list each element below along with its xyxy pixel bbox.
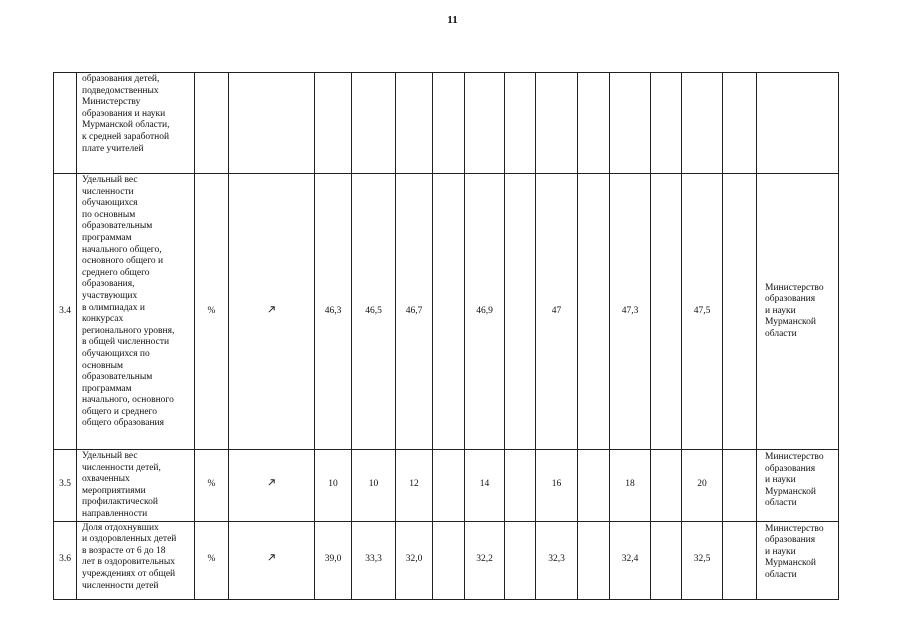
value-cell [536,73,578,174]
value-cell [610,450,651,522]
value-cell [352,73,396,174]
value-cell [505,73,536,174]
increase-arrow-icon [267,553,276,562]
indicator-name-line: лет в оздоровительных [82,557,175,568]
value-text: 47,3 [621,305,639,316]
indicator-name-line: и оздоровленных детей [82,534,177,545]
value-cell [433,521,465,599]
value-cell [396,521,433,599]
indicator-name-line: конкурсах [82,314,124,325]
value-cell [682,73,723,174]
value-text: 32,0 [405,554,423,565]
value-cell [723,521,757,599]
indicator-name-line: образования детей, [82,74,160,84]
indicator-name-line: численности [82,186,134,197]
trend-cell [229,521,315,599]
indicator-name-line: Мурманской области, [82,120,170,131]
indicator-name-line: образовательным [82,221,153,232]
value-text: 32,5 [693,554,711,565]
indicator-name-line: Удельный вес [82,175,138,185]
value-text: 32,4 [621,554,639,565]
responsible-line: области [765,569,797,580]
indicator-name [77,450,195,522]
value-cell [536,521,578,599]
value-cell [315,73,352,174]
indicator-name-line: в общей численности [82,337,170,348]
value-cell [433,450,465,522]
indicator-name-line: обучающихся по [82,348,150,359]
page-number: 11 [447,14,458,26]
indicator-name-line: в олимпиадах и [82,302,145,313]
indicator-name-line: основным [82,360,124,371]
value-cell [505,450,536,522]
value-cell [651,521,682,599]
indicator-name [77,521,195,599]
responsible-line: образования [765,535,816,546]
responsible-line: области [765,498,797,509]
value-cell [651,450,682,522]
indicator-name-line: Доля отдохнувших [82,522,159,533]
indicator-name-line: численности детей, [82,462,161,473]
value-text: 39,0 [324,554,342,565]
value-text: 16 [551,479,562,490]
responsible-line: Мурманской [765,486,816,497]
indicator-name-line: среднего общего [82,267,150,278]
table-row [54,174,839,450]
value-cell [578,174,610,450]
increase-arrow-icon [267,305,276,314]
indicator-name-line: Министерству [82,97,141,108]
unit-cell: % [195,521,229,599]
value-text: 12 [409,479,419,490]
indicator-name-line: образования и науки [82,108,166,119]
indicator-name [77,73,195,174]
indicator-name-line: в возрасте от 6 до 18 [82,545,166,556]
value-text: 47 [551,305,562,316]
value-cell [536,450,578,522]
row-number: 3.6 [54,521,77,599]
value-cell [352,174,396,450]
value-cell [505,174,536,450]
value-text: 46,9 [476,305,493,316]
value-cell [723,450,757,522]
value-text: 32,2 [476,554,493,565]
value-cell [578,450,610,522]
indicator-name-line: начального общего, [82,244,162,255]
trend-cell [229,174,315,450]
indicator-name-line: по основным [82,209,136,220]
indicator-name-line: программам [82,383,132,394]
value-cell [465,174,505,450]
value-cell [465,73,505,174]
value-text: 20 [697,479,707,490]
value-text: 46,5 [365,305,382,316]
indicator-name-line: численности детей [82,580,159,591]
indicator-name-line: начального, основного [82,395,174,406]
value-cell [433,174,465,450]
indicator-name-line: образовательным [82,372,153,383]
responsible-cell [757,174,839,450]
indicator-table [53,72,839,600]
indicator-name-line: профилактической [82,497,158,508]
responsible-line: и науки [765,305,796,316]
value-text: 32,3 [548,554,565,565]
responsible-line: Министерство [765,523,824,534]
responsible-cell [757,73,839,174]
responsible-line: и науки [765,546,796,557]
indicator-name-line: основного общего и [82,256,164,267]
indicator-name-line: регионального уровня, [82,325,175,336]
value-text: 10 [328,479,338,490]
responsible-line: и науки [765,475,796,486]
unit-cell: % [195,174,229,450]
value-cell [352,450,396,522]
value-cell [682,174,723,450]
responsible-line: образования [765,463,816,474]
value-cell [465,521,505,599]
unit-cell [195,73,229,174]
indicator-name-line: обучающихся [82,198,138,209]
increase-arrow-icon [267,478,276,487]
responsible-line: Министерство [765,452,824,462]
value-cell [315,450,352,522]
responsible-line: Мурманской [765,558,816,569]
value-cell [396,450,433,522]
value-text: 33,3 [365,554,382,565]
value-text: 14 [479,479,490,490]
value-cell [578,73,610,174]
value-cell [610,521,651,599]
value-cell [651,174,682,450]
value-cell [723,73,757,174]
value-cell [315,521,352,599]
value-cell [610,73,651,174]
table-row [54,450,839,522]
value-cell [396,73,433,174]
indicator-name-line: мероприятиями [82,485,146,496]
value-cell [352,521,396,599]
value-cell [723,174,757,450]
unit-cell: % [195,450,229,522]
value-cell [610,174,651,450]
value-cell [682,521,723,599]
responsible-cell [757,521,839,599]
indicator-name-line: программам [82,232,132,243]
value-cell [578,521,610,599]
value-text: 46,3 [324,305,342,316]
indicator-name-line: к средней заработной [82,131,170,142]
value-cell [465,450,505,522]
value-cell [536,174,578,450]
responsible-line: Министерство [765,282,824,293]
value-cell [396,174,433,450]
value-text: 10 [368,479,379,490]
indicator-name-line: охваченных [82,474,130,485]
row-number [54,73,77,174]
indicator-name-line: плате учителей [82,143,144,154]
value-text: 46,7 [405,305,423,316]
trend-cell [229,73,315,174]
indicator-name-line: направленности [82,508,148,519]
indicator-name-line: учреждениях от общей [82,568,176,579]
row-number: 3.5 [54,450,77,522]
trend-cell [229,450,315,522]
indicator-name-line: подведомственных [82,85,159,96]
indicator-name-line: участвующих [82,290,138,301]
value-text: 47,5 [693,305,711,316]
responsible-cell [757,450,839,522]
responsible-line: области [765,328,797,339]
value-cell [315,174,352,450]
responsible-line: Мурманской [765,317,816,328]
value-cell [505,521,536,599]
value-cell [682,450,723,522]
responsible-line: образования [765,294,816,305]
row-number: 3.4 [54,174,77,450]
table-row [54,73,839,174]
value-cell [651,73,682,174]
indicator-name-line: общего и среднего [82,406,157,417]
indicator-name-line: образования, [82,279,135,290]
indicator-name-line: общего образования [82,418,165,429]
value-text: 18 [625,479,635,490]
value-cell [433,73,465,174]
indicator-name [77,174,195,450]
table-row [54,521,839,599]
indicator-name-line: Удельный вес [82,451,138,461]
